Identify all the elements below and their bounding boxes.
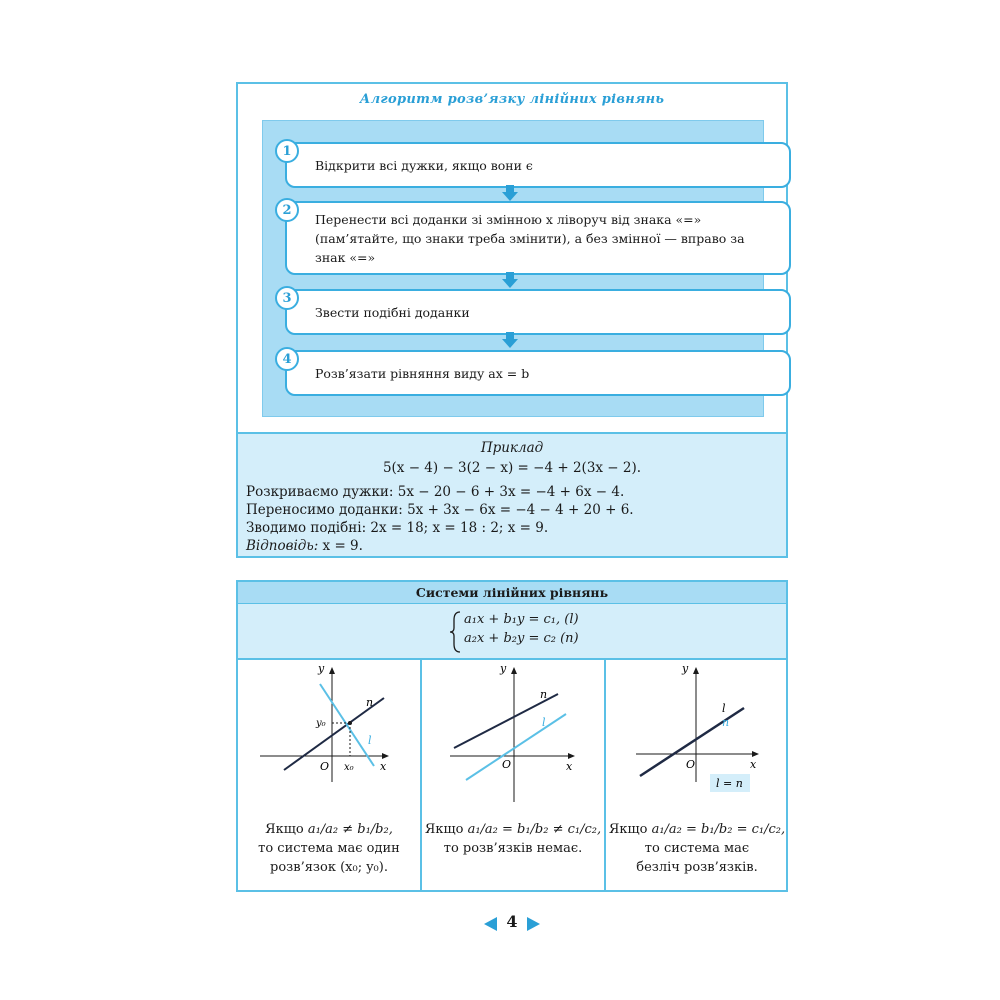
next-page-icon[interactable]	[526, 917, 540, 931]
graph-no-solution	[422, 662, 604, 802]
page-number-nav	[484, 912, 540, 936]
svg-text:O: O	[502, 758, 512, 771]
example-answer	[246, 538, 363, 554]
step-3-text: Звести подібні доданки	[315, 304, 470, 320]
answer-value: x = 9.	[318, 538, 363, 554]
l-label: l	[368, 734, 372, 747]
algorithm-title: Алгоритм розв’язку лінійних рівнянь	[359, 92, 665, 107]
case-2-caption: Якщо a₁/a₂ = b₁/b₂ ≠ c₁/c₂, то розв’язків немає.	[424, 822, 602, 856]
step-4-number: 4	[275, 347, 299, 371]
step-4-box	[285, 350, 791, 396]
algorithm-section	[236, 82, 788, 558]
origin-label: O	[320, 760, 330, 773]
page-number: 4	[506, 912, 518, 931]
x0-label: x₀	[344, 762, 354, 773]
svg-text:y: y	[682, 662, 689, 675]
case-condition: a₁/a₂ = b₁/b₂ = c₁/c₂,	[651, 822, 786, 837]
example-equation: 5(x − 4) − 3(2 − x) = −4 + 2(3x − 2).	[382, 460, 642, 476]
system-equations	[238, 604, 786, 660]
case-condition: a₁/a₂ ≠ b₁/b₂,	[307, 822, 393, 837]
y-label: y	[318, 662, 325, 675]
example-panel	[238, 432, 786, 556]
step-4-text: Розв’язати рівняння виду ax = b	[315, 365, 530, 381]
svg-text:n: n	[540, 688, 548, 701]
step-1-box	[285, 142, 791, 188]
example-step-line: Зводимо подібні: 2x = 18; x = 18 : 2; x = 9.	[246, 520, 549, 536]
case-1-caption: Якщо a₁/a₂ ≠ b₁/b₂, то система має один розв’язок (x₀; y₀).	[258, 822, 400, 875]
example-title: Приклад	[480, 440, 544, 456]
case-3-caption: Якщо a₁/a₂ = b₁/b₂ = c₁/c₂, то система має безліч розв’язків.	[608, 822, 786, 875]
step-1-number: 1	[275, 139, 299, 163]
algorithm-steps-panel	[262, 120, 764, 417]
prev-page-icon[interactable]	[484, 917, 498, 931]
svg-text:O: O	[686, 758, 696, 771]
example-step-line: Розкриваємо дужки: 5x − 20 − 6 + 3x = −4 + 6x − 4.	[246, 484, 625, 500]
x-label: x	[380, 760, 387, 773]
graph-infinite-solutions	[606, 662, 788, 802]
svg-text:l: l	[722, 702, 726, 715]
systems-title: Системи лінійних рівнянь	[238, 582, 786, 604]
system-eq-1: a₁x + b₁y = c₁, (l)	[464, 612, 579, 627]
system-eq-2: a₂x + b₂y = c₂ (n)	[464, 631, 579, 646]
systems-section	[236, 580, 788, 892]
step-3-number: 3	[275, 286, 299, 310]
step-1-text: Відкрити всі дужки, якщо вони є	[315, 157, 533, 173]
step-2-text: Перенести всі доданки зі змінною x ліворуч від знака «=» (пам’ятайте, що знаки треба змінити), а без змінної — вправо за знак «=»	[315, 211, 745, 265]
case-condition: a₁/a₂ = b₁/b₂ ≠ c₁/c₂,	[467, 822, 602, 837]
step-3-box	[285, 289, 791, 335]
svg-text:x: x	[750, 758, 757, 771]
line-l	[466, 714, 566, 780]
svg-text:y: y	[500, 662, 507, 675]
svg-text:x: x	[566, 760, 573, 773]
svg-text:l: l	[542, 716, 546, 729]
y0-label: y₀	[316, 718, 326, 729]
svg-text:n: n	[722, 716, 730, 729]
graph-one-solution	[238, 662, 420, 802]
step-2-box	[285, 201, 791, 275]
example-step-line: Переносимо доданки: 5x + 3x − 6x = −4 − 4 + 20 + 6.	[246, 502, 634, 518]
coincide-label: l = n	[716, 777, 743, 790]
n-label: n	[366, 696, 374, 709]
step-2-number: 2	[275, 198, 299, 222]
answer-label: Відповідь:	[246, 538, 319, 554]
